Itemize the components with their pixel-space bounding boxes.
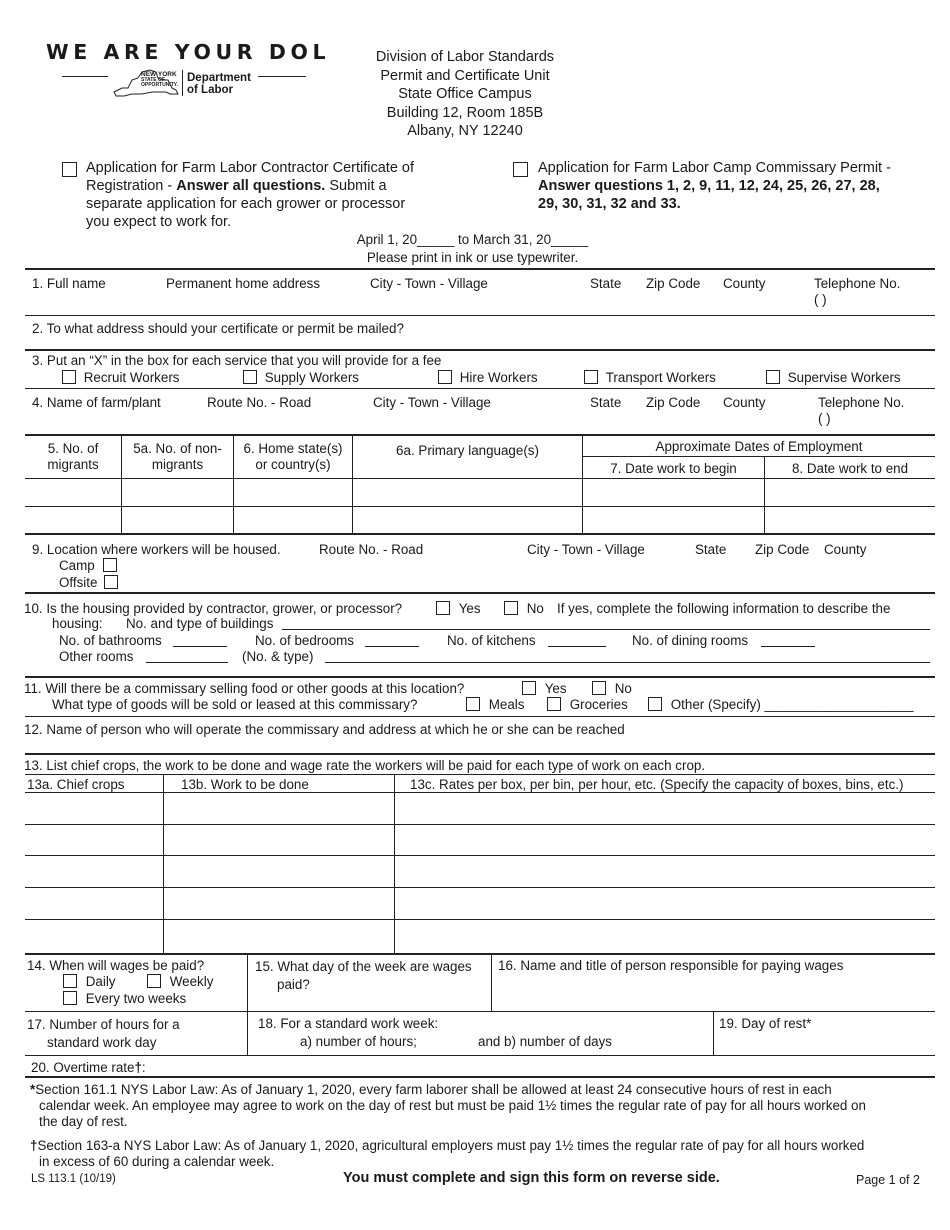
rule-q13	[25, 753, 935, 755]
q9-offsite-option[interactable]: Offsite	[59, 575, 118, 590]
q4-state-label: State	[590, 395, 622, 410]
rule-top	[25, 268, 935, 270]
q5-bottom-rule	[25, 533, 935, 535]
supply-workers-checkbox[interactable]	[243, 370, 257, 384]
rule-q10	[25, 592, 935, 594]
q5-input-rows[interactable]	[25, 479, 935, 533]
permit-period[interactable]: April 1, 20_____ to March 31, 20_____	[356, 232, 589, 247]
q15-label: 15. What day of the week are wages paid?	[255, 959, 472, 992]
form-number: LS 113.1 (10/19)	[31, 1173, 116, 1185]
q19-label: 19. Day of rest*	[719, 1016, 812, 1031]
q10-other-input[interactable]	[146, 662, 228, 663]
logo-slogan: WE ARE YOUR DOL	[46, 40, 331, 64]
q4-farm-name-label: 4. Name of farm/plant	[32, 395, 161, 410]
note-overtime: †Section 163-a NYS Labor Law: As of January 1, 2020, agricultural employers must pay 1½ times the regular rate of pay for all hours worked in excess of 60 during a calendar week.	[30, 1138, 865, 1169]
camp-checkbox[interactable]	[103, 558, 117, 572]
q3-option-supply[interactable]: Supply Workers	[243, 370, 359, 385]
q2-label: 2. To what address should your certificate or permit be mailed?	[32, 321, 404, 336]
q4-input-row[interactable]	[25, 416, 815, 432]
logo-divider	[182, 70, 183, 96]
rule-q2	[25, 315, 935, 316]
q18-hours-label: a) number of hours;	[300, 1034, 417, 1049]
weekly-checkbox[interactable]	[147, 974, 161, 988]
q11-other-option[interactable]: Other (Specify) ____________________	[648, 697, 913, 712]
rule-q11	[25, 676, 935, 678]
print-note: Please print in ink or use typewriter.	[366, 250, 579, 265]
q1-full-name-label: 1. Full name	[32, 276, 106, 291]
q13c-header: 13c. Rates per box, per bin, per hour, etc. (Specify the capacity of boxes, bins, etc.)	[410, 777, 904, 792]
q10-bedrooms-label: No. of bedrooms	[255, 633, 354, 648]
q13-bottom-rule	[25, 953, 935, 955]
q10-notype-input[interactable]	[325, 662, 930, 663]
q10-bathrooms-input[interactable]	[173, 646, 227, 647]
q10-buildings-input[interactable]	[282, 629, 930, 630]
q10-no-checkbox[interactable]	[504, 601, 518, 615]
approx-dates-rule	[583, 456, 935, 457]
q13-header-top-rule	[25, 774, 935, 775]
every-two-weeks-checkbox[interactable]	[63, 991, 77, 1005]
meals-checkbox[interactable]	[466, 697, 480, 711]
offsite-checkbox[interactable]	[104, 575, 118, 589]
q13a-header: 13a. Chief crops	[27, 777, 125, 792]
q13-input-rows[interactable]	[25, 793, 935, 953]
q20-input[interactable]	[160, 1058, 935, 1074]
q11-no-option[interactable]: No	[592, 681, 632, 696]
q18-label: 18. For a standard work week:	[258, 1016, 439, 1031]
q14-col-divider	[247, 954, 248, 1055]
q13b-header: 13b. Work to be done	[181, 777, 309, 792]
q9-label: 9. Location where workers will be housed.	[32, 542, 281, 557]
daily-checkbox[interactable]	[63, 974, 77, 988]
q6a-header: 6a. Primary language(s)	[396, 443, 539, 458]
q7-header: 7. Date work to begin	[610, 461, 737, 476]
q9-city-label: City - Town - Village	[527, 542, 645, 557]
q9-county-label: County	[824, 542, 867, 557]
q6-header: 6. Home state(s) or country(s)	[243, 441, 343, 472]
office-address: Division of Labor Standards Permit and Certificate Unit State Office Campus Building 12, Room 185B Albany, NY 12240	[375, 49, 555, 139]
q9-route-label: Route No. - Road	[319, 542, 424, 557]
q9-zip-label: Zip Code	[755, 542, 810, 557]
q1-zip-label: Zip Code	[646, 276, 701, 291]
q10-label: 10. Is the housing provided by contractor, grower, or processor?	[24, 601, 403, 616]
rule-q17	[25, 1011, 935, 1012]
q1-area-code: ( )	[814, 292, 827, 307]
q12-input[interactable]	[25, 738, 935, 752]
rule-q12	[25, 716, 935, 717]
q1-telephone-label: Telephone No.	[814, 276, 901, 291]
rule-q3	[25, 349, 935, 351]
q1-city-label: City - Town - Village	[370, 276, 488, 291]
dagger-mark: †	[134, 1060, 142, 1075]
q2-input[interactable]	[25, 336, 935, 348]
q11-no-checkbox[interactable]	[592, 681, 606, 695]
ny-state-wordmark: NEW YORK STATE OF OPPORTUNITY.	[141, 71, 178, 88]
q10-kitchens-input[interactable]	[548, 646, 606, 647]
q3-option-recruit[interactable]: Recruit Workers	[62, 370, 179, 385]
rule-q20	[25, 1055, 935, 1056]
supervise-workers-checkbox[interactable]	[766, 370, 780, 384]
q11-groceries-option[interactable]: Groceries	[547, 697, 628, 712]
q5-header: 5. No. of migrants	[47, 441, 99, 472]
q4-city-label: City - Town - Village	[373, 395, 491, 410]
q10-bathrooms-label: No. of bathrooms	[59, 633, 162, 648]
q11-yes-checkbox[interactable]	[522, 681, 536, 695]
hire-workers-checkbox[interactable]	[438, 370, 452, 384]
q4-county-label: County	[723, 395, 766, 410]
q9-camp-option[interactable]: Camp	[59, 558, 117, 573]
q3-label: 3. Put an “X” in the box for each service that you will provide for a fee	[32, 353, 442, 368]
dept-wordmark: Department of Labor	[187, 72, 251, 96]
q10-bedrooms-input[interactable]	[365, 646, 419, 647]
q3-option-supervise[interactable]: Supervise Workers	[766, 370, 901, 385]
farm-labor-contractor-checkbox[interactable]	[62, 162, 77, 177]
q5a-header: 5a. No. of non- migrants	[133, 441, 222, 472]
q10-notype-label: (No. & type)	[242, 649, 314, 664]
q18-col-divider	[713, 1011, 714, 1055]
logo-rule-right	[258, 76, 306, 77]
commissary-permit-checkbox[interactable]	[513, 162, 528, 177]
approx-dates-header: Approximate Dates of Employment	[655, 439, 863, 454]
q10-housing-label: housing:	[52, 616, 103, 631]
q11-sub-label: What type of goods will be sold or leased at this commissary?	[52, 697, 418, 712]
q11-meals-option[interactable]: Meals	[466, 697, 524, 712]
q4-zip-label: Zip Code	[646, 395, 701, 410]
note-day-of-rest: *Section 161.1 NYS Labor Law: As of January 1, 2020, every farm laborer shall be allowed at least 24 consecutive hours of rest in each calendar week. An employee may agree to work on the day of rest but must be paid 1½ times the regular rate of pay for all hours worked on the day of rest.	[30, 1082, 866, 1129]
q3-option-transport[interactable]: Transport Workers	[584, 370, 716, 385]
q1-state-label: State	[590, 276, 622, 291]
q12-label: 12. Name of person who will operate the commissary and address at which he or she can be reached	[24, 722, 625, 737]
q14-daily-option[interactable]: Daily	[63, 974, 116, 989]
logo-rule-left	[62, 76, 108, 77]
q10-other-label: Other rooms	[59, 649, 134, 664]
q18-days-label: and b) number of days	[478, 1034, 612, 1049]
q4-route-label: Route No. - Road	[207, 395, 312, 410]
groceries-checkbox[interactable]	[547, 697, 561, 711]
rule-notes	[25, 1076, 935, 1078]
q1-home-address-label: Permanent home address	[166, 276, 321, 291]
q10-dining-label: No. of dining rooms	[632, 633, 749, 648]
q10-dining-input[interactable]	[761, 646, 815, 647]
q10-yes-checkbox[interactable]	[436, 601, 450, 615]
other-goods-checkbox[interactable]	[648, 697, 662, 711]
q10-no-option[interactable]: No	[504, 601, 544, 616]
q10-yes-option[interactable]: Yes	[436, 601, 481, 616]
q11-yes-option[interactable]: Yes	[522, 681, 567, 696]
commissary-permit-option: Application for Farm Labor Camp Commissary Permit - Answer questions 1, 2, 9, 11, 12, 24, 25, 26, 27, 28, 29, 30, 31, 32 and 33.	[538, 160, 891, 212]
q20-label: 20. Overtime rate†:	[31, 1060, 146, 1075]
q8-header: 8. Date work to end	[791, 461, 909, 476]
q13-label: 13. List chief crops, the work to be done and wage rate the workers will be paid for each type of work on each crop.	[24, 758, 706, 773]
transport-workers-checkbox[interactable]	[584, 370, 598, 384]
q11-label: 11. Will there be a commissary selling food or other goods at this location?	[24, 681, 465, 696]
q16-label: 16. Name and title of person responsible for paying wages	[498, 958, 844, 973]
sign-reverse-note: You must complete and sign this form on reverse side.	[343, 1170, 720, 1186]
q1-county-label: County	[723, 276, 766, 291]
q14-biweekly-option[interactable]: Every two weeks	[63, 991, 186, 1006]
rule-q4	[25, 388, 935, 389]
rule-q5	[25, 434, 935, 436]
q10-kitchens-label: No. of kitchens	[447, 633, 536, 648]
q3-option-hire[interactable]: Hire Workers	[438, 370, 538, 385]
q14-label: 14. When will wages be paid?	[27, 958, 205, 973]
q17-label: 17. Number of hours for a standard work day	[27, 1017, 180, 1050]
q9-state-label: State	[695, 542, 727, 557]
q4-telephone-label: Telephone No.	[818, 395, 905, 410]
q15-col-divider	[491, 954, 492, 1011]
farm-labor-contractor-option: Application for Farm Labor Contractor Certificate of Registration - Answer all questions. Submit a separate application for each grower or processor you expect to work for.	[86, 160, 414, 230]
q1-input-row[interactable]	[25, 300, 815, 314]
recruit-workers-checkbox[interactable]	[62, 370, 76, 384]
q4-area-code: ( )	[818, 411, 831, 426]
q14-weekly-option[interactable]: Weekly	[147, 974, 213, 989]
q10-tail: If yes, complete the following information to describe the	[557, 601, 891, 616]
q10-buildings-label: No. and type of buildings	[126, 616, 274, 631]
page-number: Page 1 of 2	[856, 1173, 920, 1187]
